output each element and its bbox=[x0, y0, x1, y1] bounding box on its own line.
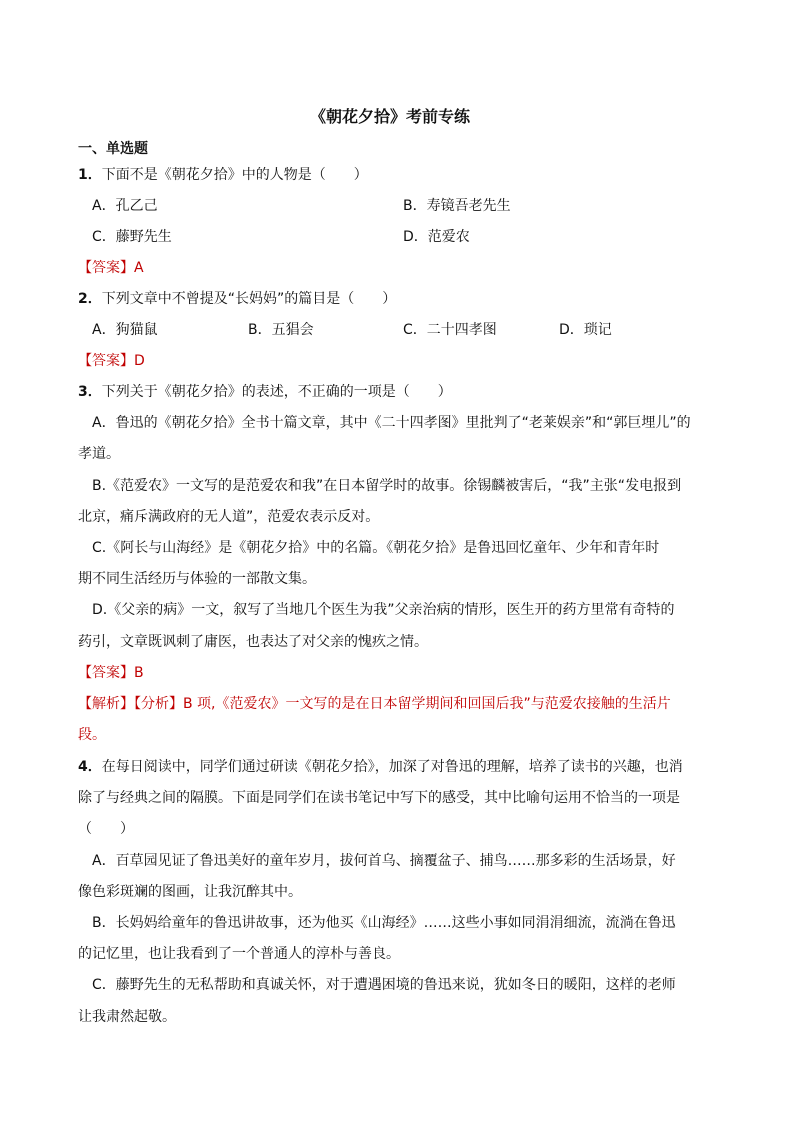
answer-line bbox=[78, 352, 145, 370]
option-c: C．藤野先生 bbox=[92, 229, 172, 245]
answer-line bbox=[78, 664, 144, 682]
question-number: 3． bbox=[78, 384, 102, 400]
option-c-line-2: 让我肃然起敬。 bbox=[78, 1009, 176, 1025]
analysis-line-1 bbox=[78, 695, 671, 713]
option-b-line-2: 北京，痛斥满政府的无人道”，范爱农表示反对。 bbox=[78, 509, 380, 525]
answer-label: 【答案】 bbox=[78, 665, 134, 681]
analysis-label: 【解析】【分析】 bbox=[78, 696, 183, 712]
option-a-line-2: 像色彩斑斓的图画，让我沉醉其中。 bbox=[78, 884, 302, 900]
analysis-line-2: 段。 bbox=[78, 727, 106, 743]
question-stem-line-3: （ ） bbox=[78, 821, 134, 837]
question-stem: 3．下列关于《朝花夕拾》的表述，不正确的一项是（ ） bbox=[78, 384, 452, 400]
answer-value: A bbox=[134, 260, 144, 276]
analysis-text: B 项,《范爱农》一文写的是在日本留学期间和回国后我”与范爱农接触的生活片 bbox=[183, 696, 671, 712]
option-b-line-1: B．长妈妈给童年的鲁迅讲故事，还为他买《山海经》……这些小事如同涓涓细流，流淌在鲁迅 bbox=[92, 915, 676, 931]
answer-value: B bbox=[134, 665, 144, 681]
option-b: B．五猖会 bbox=[248, 322, 314, 338]
option-d-line-2: 药引，文章既讽刺了庸医，也表达了对父亲的愧疚之情。 bbox=[78, 634, 428, 650]
option-a-line-1: A．百草园见证了鲁迅美好的童年岁月，拔何首乌、摘覆盆子、捕鸟……那多彩的生活场景，好 bbox=[92, 853, 676, 869]
option-d: D．范爱农 bbox=[403, 229, 470, 245]
answer-value: D bbox=[134, 353, 145, 369]
option-c-line-1: C．藤野先生的无私帮助和真诚关怀，对于遭遇困境的鲁迅来说，犹如冬日的暖阳，这样的老师 bbox=[92, 977, 676, 993]
option-b-line-1: B.《范爱农》一文写的是范爱农和我”在日本留学时的故事。徐锡麟被害后，“我”主张“发电报到 bbox=[92, 478, 682, 494]
question-stem: 2．下列文章中不曾提及“长妈妈”的篇目是（ ） bbox=[78, 291, 397, 307]
option-c-line-1: C.《阿长与山海经》是《朝花夕拾》中的名篇。《朝花夕拾》是鲁迅回忆童年、少年和青年时 bbox=[92, 540, 660, 556]
option-d: D．琐记 bbox=[559, 322, 612, 338]
page-title: 《朝花夕拾》考前专练 bbox=[310, 107, 471, 126]
option-c: C．二十四孝图 bbox=[403, 322, 497, 338]
question-number: 2． bbox=[78, 291, 102, 307]
option-b: B．寿镜吾老先生 bbox=[403, 198, 511, 214]
option-d-line-1: D.《父亲的病》一文，叙写了当地几个医生为我”父亲治病的情形，医生开的药方里常有奇特的 bbox=[92, 602, 675, 618]
answer-label: 【答案】 bbox=[78, 353, 134, 369]
question-stem-line-1: 4．在每日阅读中，同学们通过研读《朝花夕拾》，加深了对鲁迅的理解，培养了读书的兴趣，也消 bbox=[78, 759, 683, 775]
answer-label: 【答案】 bbox=[78, 260, 134, 276]
option-b-line-2: 的记忆里，也让我看到了一个普通人的淳朴与善良。 bbox=[78, 946, 400, 962]
option-c-line-2: 期不同生活经历与体验的一部散文集。 bbox=[78, 571, 316, 587]
answer-line bbox=[78, 259, 144, 277]
section-heading: 一、单选题 bbox=[78, 141, 148, 157]
question-number: 1． bbox=[78, 167, 102, 183]
option-a: A．狗猫鼠 bbox=[92, 322, 158, 338]
question-number: 4． bbox=[78, 759, 102, 775]
question-stem: 1．下面不是《朝花夕拾》中的人物是（ ） bbox=[78, 167, 368, 183]
question-stem-line-2: 除了与经典之间的隔膜。下面是同学们在读书笔记中写下的感受，其中比喻句运用不恰当的一项是 bbox=[78, 790, 680, 806]
option-a: A．孔乙己 bbox=[92, 198, 158, 214]
option-a-line-2: 孝道。 bbox=[78, 446, 120, 462]
option-a-line-1: A．鲁迅的《朝花夕拾》全书十篇文章，其中《二十四孝图》里批判了“老莱娱亲”和“郭巨埋儿”的 bbox=[92, 415, 691, 431]
